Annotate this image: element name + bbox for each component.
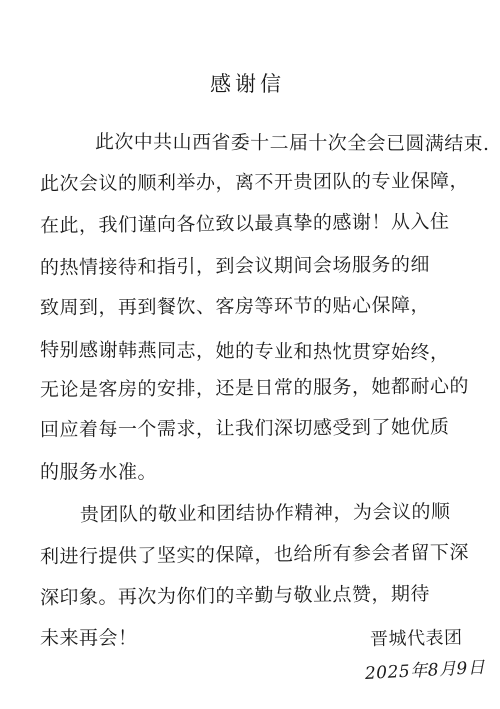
letter-line: 回应着每一个需求，让我们深切感受到了她优质 (39, 416, 450, 441)
letter-line: 贵团队的敬业和团结协作精神，为会议的顺 (79, 500, 451, 526)
letter-line: 特别感谢韩燕同志，她的专业和热忱贯穿始终， (39, 339, 450, 364)
letter-line: 利进行提供了坚实的保障，也给所有参会者留下深 (39, 541, 470, 568)
letter-title: 感谢信 (210, 72, 285, 96)
letter-line: 未来再会！ (40, 627, 138, 649)
letter-line: 深印象。再次为你们的辛勤与敬业点赞，期待 (39, 582, 431, 609)
letter-line: 致周到，再到餐饮、客房等环节的贴心保障， (39, 294, 431, 319)
letter-line: 此次中共山西省委十二届十次全会已圆满结束. (94, 131, 490, 156)
letter-line: 此次会议的顺利举办，离不开贵团队的专业保障， (39, 170, 470, 195)
letter-line: 的热情接待和指引，到会议期间会场服务的细 (39, 253, 431, 279)
letter-line: 的服务水准。 (40, 461, 158, 483)
letter-date: 2025年8月9日 (364, 657, 486, 684)
signature: 晋城代表团 (369, 627, 463, 650)
letter-line: 在此，我们谨向各位致以最真挚的感谢！从入住 (39, 210, 450, 237)
letter-line: 无论是客房的安排，还是日常的服务，她都耐心的 (39, 375, 470, 401)
